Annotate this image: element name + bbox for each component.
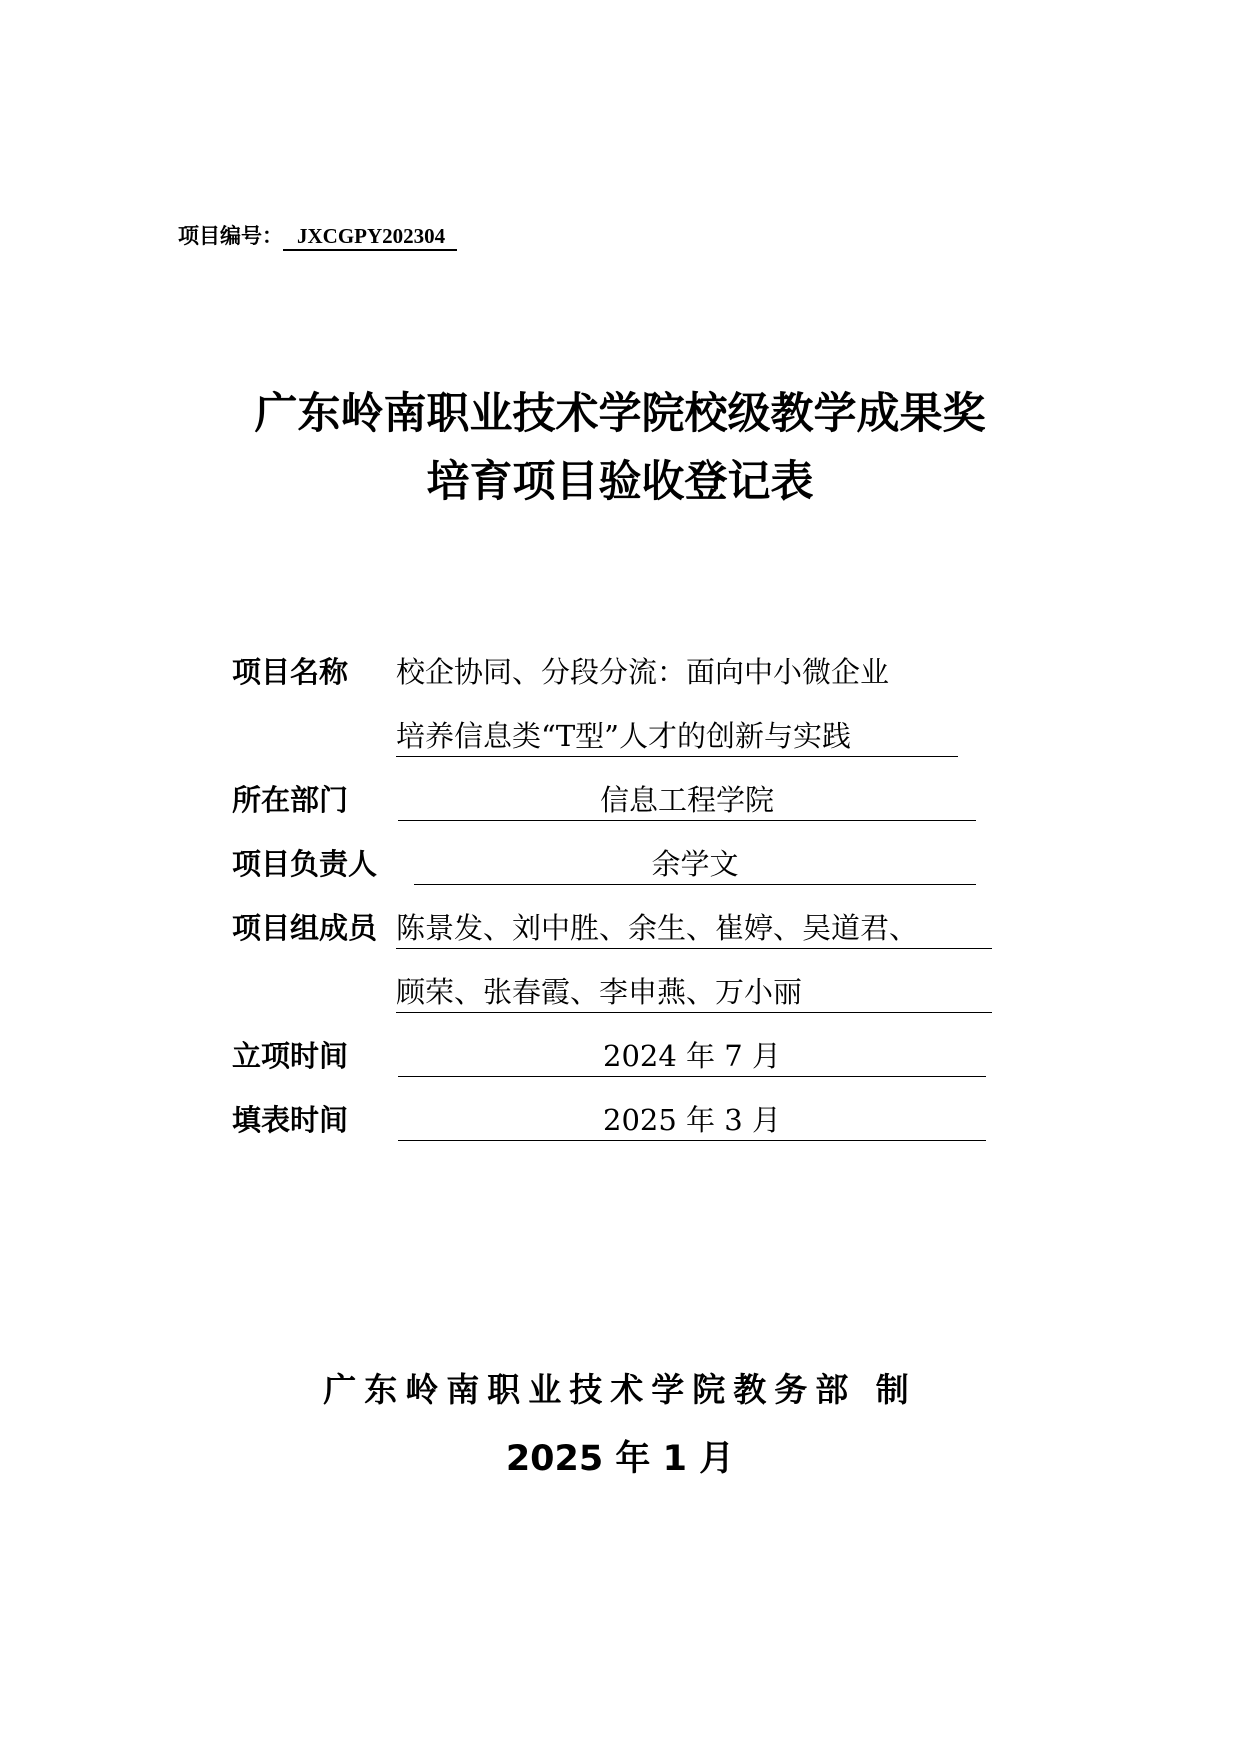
members-line1: 陈景发、刘中胜、余生、崔婷、吴道君、 — [396, 908, 992, 949]
project-name-line2: 培养信息类“T型”人才的创新与实践 — [396, 716, 958, 757]
document-title-line2: 培育项目验收登记表 — [426, 457, 814, 507]
start-time-label: 立项时间 — [232, 1039, 349, 1073]
leader-label: 项目负责人 — [232, 847, 378, 881]
fill-time-value: 2025 年 3 月 — [398, 1100, 986, 1141]
department-value: 信息工程学院 — [398, 780, 976, 821]
members-row-2 — [232, 972, 1012, 1018]
document-title-line1: 广东岭南职业技术学院校级教学成果奖 — [254, 389, 986, 439]
members-line2: 顾荣、张春霞、李申燕、万小丽 — [396, 972, 992, 1013]
project-name-label: 项目名称 — [232, 655, 349, 689]
members-row — [232, 908, 1012, 954]
members-label: 项目组成员 — [232, 911, 378, 945]
project-number-label: 项目编号： — [178, 224, 283, 248]
department-label: 所在部门 — [232, 783, 349, 817]
project-name-row: 项目名称 校企协同、分段分流：面向中小微企业 — [232, 652, 992, 698]
project-number-value: JXCGPY202304 — [283, 223, 457, 251]
start-time-row — [232, 1036, 1012, 1082]
project-name-row-2 — [232, 716, 992, 762]
project-number — [178, 222, 457, 251]
issuer-line: 广东岭南职业技术学院教务部 制 — [323, 1370, 917, 1409]
fill-time-label: 填表时间 — [232, 1103, 349, 1137]
department-row — [232, 780, 992, 826]
fill-time-row — [232, 1100, 1012, 1146]
issue-date: 2025 年 1 月 — [505, 1439, 735, 1479]
start-time-value: 2024 年 7 月 — [398, 1036, 986, 1077]
leader-row — [232, 844, 992, 890]
leader-value: 余学文 — [414, 844, 976, 885]
